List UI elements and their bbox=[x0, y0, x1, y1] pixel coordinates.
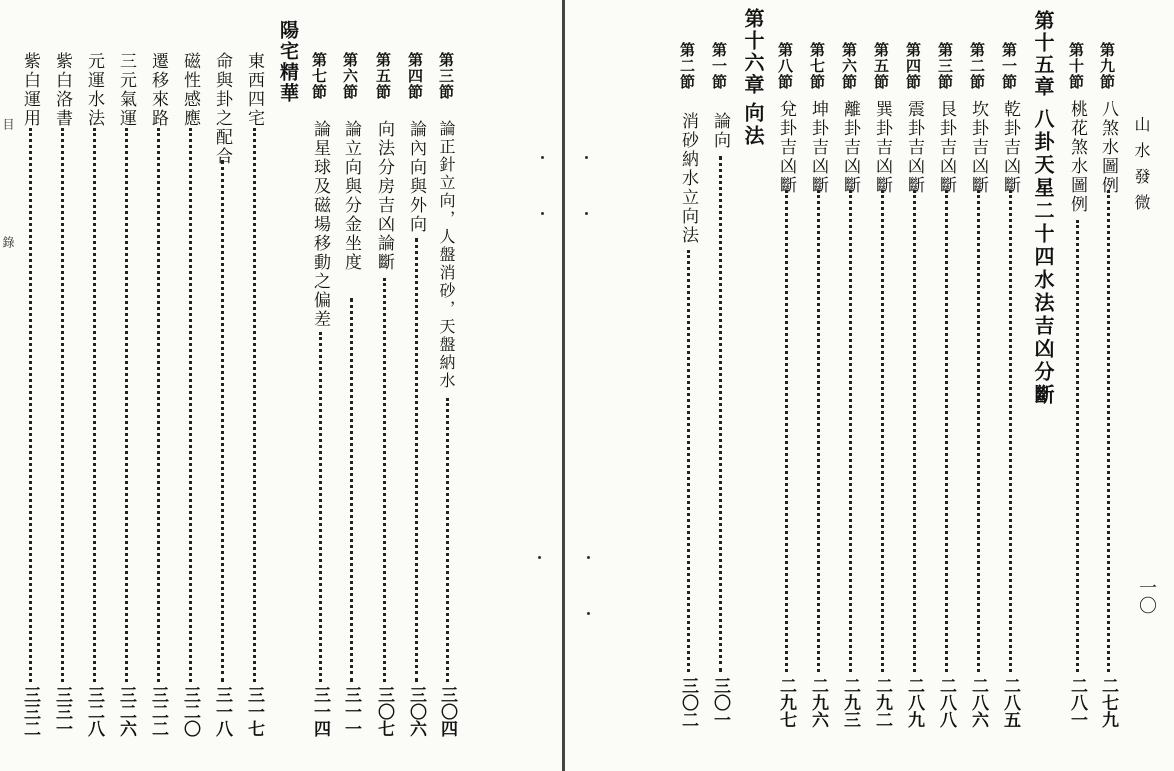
toc-leader bbox=[785, 190, 788, 672]
toc-page-number: 三〇四 bbox=[437, 686, 457, 737]
toc-leader bbox=[125, 128, 128, 682]
toc-title: 坎卦吉凶斷 bbox=[968, 100, 988, 195]
scan-speck bbox=[538, 556, 541, 559]
toc-page-number: 三〇二 bbox=[678, 677, 698, 728]
chapter-title: 八卦天星二十四水法吉凶分斷 bbox=[1031, 108, 1055, 407]
toc-title: 離卦吉凶斷 bbox=[840, 100, 860, 195]
toc-page-number: 三〇一 bbox=[710, 677, 730, 728]
toc-leader bbox=[719, 156, 722, 672]
toc-title: 命與卦之配合 bbox=[212, 52, 232, 166]
scan-speck bbox=[587, 556, 590, 559]
toc-label: 第四節 bbox=[904, 42, 922, 90]
toc-title: 磁性感應 bbox=[180, 52, 200, 128]
toc-page-number: 三一四 bbox=[310, 686, 330, 737]
toc-leader bbox=[61, 128, 64, 682]
toc-leader bbox=[383, 278, 386, 682]
left-page bbox=[0, 0, 562, 771]
toc-title: 震卦吉凶斷 bbox=[904, 100, 924, 195]
scan-speck bbox=[585, 212, 588, 215]
toc-label: 第十節 bbox=[1067, 42, 1085, 90]
toc-page-number: 三一一 bbox=[341, 686, 361, 737]
toc-leader bbox=[319, 332, 322, 682]
toc-label: 第一節 bbox=[1000, 42, 1018, 90]
toc-leader bbox=[253, 128, 256, 682]
toc-title: 論星球及磁場移動之偏差 bbox=[310, 120, 330, 329]
toc-leader bbox=[945, 190, 948, 672]
toc-page-number: 三三一 bbox=[52, 686, 72, 737]
toc-page-number: 二八一 bbox=[1067, 677, 1087, 728]
toc-page-number: 三一七 bbox=[244, 686, 264, 737]
toc-title: 遷移來路 bbox=[148, 52, 168, 128]
toc-page-number: 二八九 bbox=[904, 677, 924, 728]
toc-leader bbox=[913, 190, 916, 672]
toc-page-number: 二九二 bbox=[872, 677, 892, 728]
toc-title: 消砂納水立向法 bbox=[678, 112, 698, 245]
toc-leader bbox=[881, 190, 884, 672]
section-heading: 陽宅精華 bbox=[277, 20, 299, 104]
toc-leader bbox=[93, 128, 96, 682]
scan-speck bbox=[541, 156, 544, 159]
folio-number: 一〇 bbox=[1136, 578, 1157, 614]
toc-label: 第二節 bbox=[678, 42, 696, 90]
toc-leader bbox=[29, 128, 32, 682]
toc-leader bbox=[849, 190, 852, 672]
toc-page-number: 三一八 bbox=[212, 686, 232, 737]
toc-title: 三元氣運 bbox=[116, 52, 136, 128]
toc-leader bbox=[1076, 220, 1079, 672]
toc-page-number: 三二八 bbox=[84, 686, 104, 737]
toc-leader bbox=[221, 160, 224, 682]
toc-leader bbox=[687, 250, 690, 672]
toc-label: 第一節 bbox=[710, 42, 728, 90]
toc-leader bbox=[977, 190, 980, 672]
toc-page-number: 三三二 bbox=[20, 686, 40, 737]
toc-leader bbox=[415, 238, 418, 682]
toc-label: 第七節 bbox=[808, 42, 826, 90]
chapter-title: 向法 bbox=[741, 102, 765, 148]
toc-page-number: 三二〇 bbox=[180, 686, 200, 737]
toc-title: 艮卦吉凶斷 bbox=[936, 100, 956, 195]
toc-page-number: 二八五 bbox=[1000, 677, 1020, 728]
toc-leader bbox=[1107, 190, 1110, 672]
toc-page-number: 三二二 bbox=[148, 686, 168, 737]
toc-label: 第四節 bbox=[406, 52, 424, 100]
toc-title: 論向 bbox=[710, 112, 730, 150]
toc-label: 第九節 bbox=[1098, 42, 1116, 90]
toc-title: 桃花煞水圖例 bbox=[1067, 100, 1087, 214]
toc-page-number: 三〇六 bbox=[406, 686, 426, 737]
toc-label: 第六節 bbox=[840, 42, 858, 90]
toc-leader bbox=[446, 398, 449, 682]
toc-label: 第七節 bbox=[310, 52, 328, 100]
chapter-number: 第十五章 bbox=[1031, 10, 1055, 98]
toc-title: 紫白運用 bbox=[20, 52, 40, 128]
toc-label: 第六節 bbox=[341, 52, 359, 100]
toc-title: 兌卦吉凶斷 bbox=[776, 100, 796, 195]
toc-title: 論內向與外向 bbox=[406, 120, 426, 234]
toc-title: 八煞水圖例 bbox=[1098, 100, 1118, 195]
toc-label: 第五節 bbox=[872, 42, 890, 90]
book-title: 山水發微 bbox=[1132, 116, 1151, 220]
toc-label: 第五節 bbox=[374, 52, 392, 100]
toc-title: 向法分房吉凶論斷 bbox=[374, 120, 394, 272]
toc-page-number: 二七九 bbox=[1098, 677, 1118, 728]
toc-page-number: 二九三 bbox=[840, 677, 860, 728]
toc-page-number: 二八六 bbox=[968, 677, 988, 728]
toc-leader bbox=[157, 128, 160, 682]
toc-label: 第八節 bbox=[776, 42, 794, 90]
toc-title: 論立向與分金坐度 bbox=[341, 120, 361, 272]
toc-title: 元運水法 bbox=[84, 52, 104, 128]
toc-title: 紫白洛書 bbox=[52, 52, 72, 128]
toc-leader bbox=[189, 128, 192, 682]
right-page bbox=[565, 0, 1174, 771]
toc-page-number: 二九六 bbox=[808, 677, 828, 728]
toc-title: 坤卦吉凶斷 bbox=[808, 100, 828, 195]
toc-title: 乾卦吉凶斷 bbox=[1000, 100, 1020, 195]
toc-page-number: 三二六 bbox=[116, 686, 136, 737]
toc-label: 第三節 bbox=[437, 52, 455, 100]
toc-label: 第三節 bbox=[936, 42, 954, 90]
scan-speck bbox=[585, 156, 588, 159]
scan-speck bbox=[541, 212, 544, 215]
chapter-number: 第十六章 bbox=[741, 8, 765, 96]
scan-speck bbox=[587, 612, 590, 615]
toc-leader bbox=[1009, 190, 1012, 672]
toc-leader bbox=[817, 190, 820, 672]
page-edge-mark: 目 錄 bbox=[1, 118, 15, 294]
toc-leader bbox=[350, 298, 353, 682]
toc-page-number: 二八八 bbox=[936, 677, 956, 728]
toc-title: 論正針立向，人盤消砂，天盤納水 bbox=[437, 120, 456, 390]
toc-page-number: 三〇七 bbox=[374, 686, 394, 737]
toc-page-number: 二九七 bbox=[776, 677, 796, 728]
toc-title: 巽卦吉凶斷 bbox=[872, 100, 892, 195]
toc-label: 第二節 bbox=[968, 42, 986, 90]
toc-title: 東西四宅 bbox=[244, 52, 264, 128]
